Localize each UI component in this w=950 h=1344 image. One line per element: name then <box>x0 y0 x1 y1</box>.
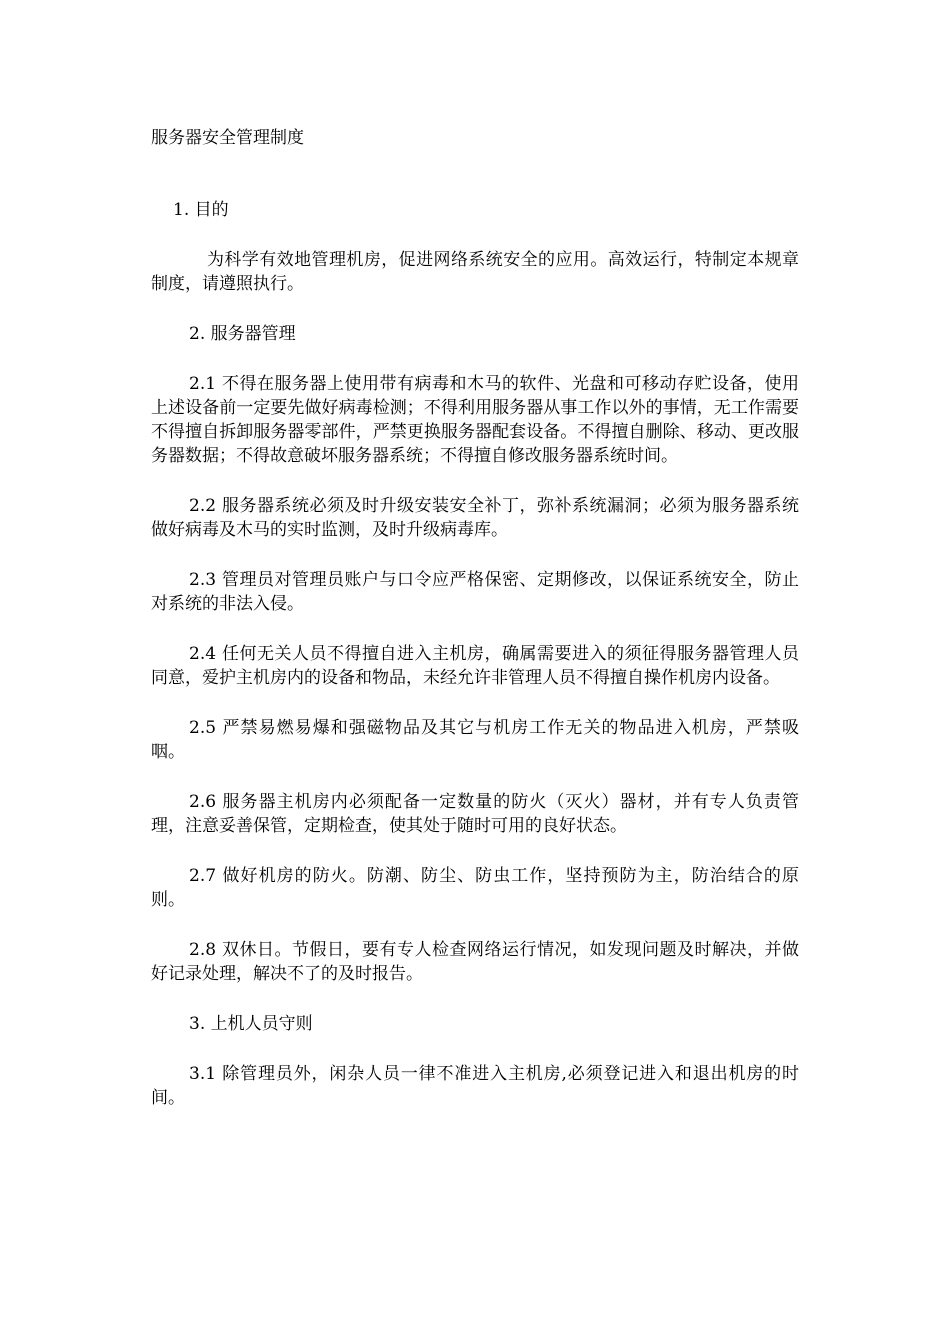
clause-2-1: 2.1 不得在服务器上使用带有病毒和木马的软件、光盘和可移动存贮设备，使用上述设备前一定要先做好病毒检测；不得利用服务器从事工作以外的事情，无工作需要不得擅自拆卸服务器零部件，严禁更换服务器配套设备。不得擅自删除、移动、更改服务器数据；不得故意破坏服务器系统；不得擅自修改服务器系统时间。 <box>151 374 799 466</box>
section-heading-operator-rules: 3. 上机人员守则 <box>189 1014 313 1034</box>
section-heading-purpose: 1. 目的 <box>173 200 229 220</box>
section-heading-server-management: 2. 服务器管理 <box>189 324 296 344</box>
purpose-paragraph: 为科学有效地管理机房，促进网络系统安全的应用。高效运行，特制定本规章制度，请遵照执行。 <box>151 250 799 294</box>
clause-2-7: 2.7 做好机房的防火。防潮、防尘、防虫工作，坚持预防为主，防治结合的原则。 <box>151 866 799 910</box>
clause-2-5: 2.5 严禁易燃易爆和强磁物品及其它与机房工作无关的物品进入机房，严禁吸咽。 <box>151 718 799 762</box>
clause-2-4: 2.4 任何无关人员不得擅自进入主机房，确属需要进入的须征得服务器管理人员同意，爱护主机房内的设备和物品，未经允许非管理人员不得擅自操作机房内设备。 <box>151 644 799 688</box>
document-title: 服务器安全管理制度 <box>151 128 304 148</box>
clause-3-1: 3.1 除管理员外，闲杂人员一律不准进入主机房,必须登记进入和退出机房的时间。 <box>151 1064 799 1108</box>
clause-2-8: 2.8 双休日。节假日，要有专人检查网络运行情况，如发现问题及时解决，并做好记录处理，解决不了的及时报告。 <box>151 940 799 984</box>
document-body <box>151 198 799 1110</box>
clause-2-3: 2.3 管理员对管理员账户与口令应严格保密、定期修改，以保证系统安全，防止对系统的非法入侵。 <box>151 570 799 614</box>
clause-2-2: 2.2 服务器系统必须及时升级安装安全补丁，弥补系统漏洞；必须为服务器系统做好病毒及木马的实时监测，及时升级病毒库。 <box>151 496 799 540</box>
clause-2-6: 2.6 服务器主机房内必须配备一定数量的防火（灭火）器材，并有专人负责管理，注意妥善保管，定期检查，使其处于随时可用的良好状态。 <box>151 792 799 836</box>
